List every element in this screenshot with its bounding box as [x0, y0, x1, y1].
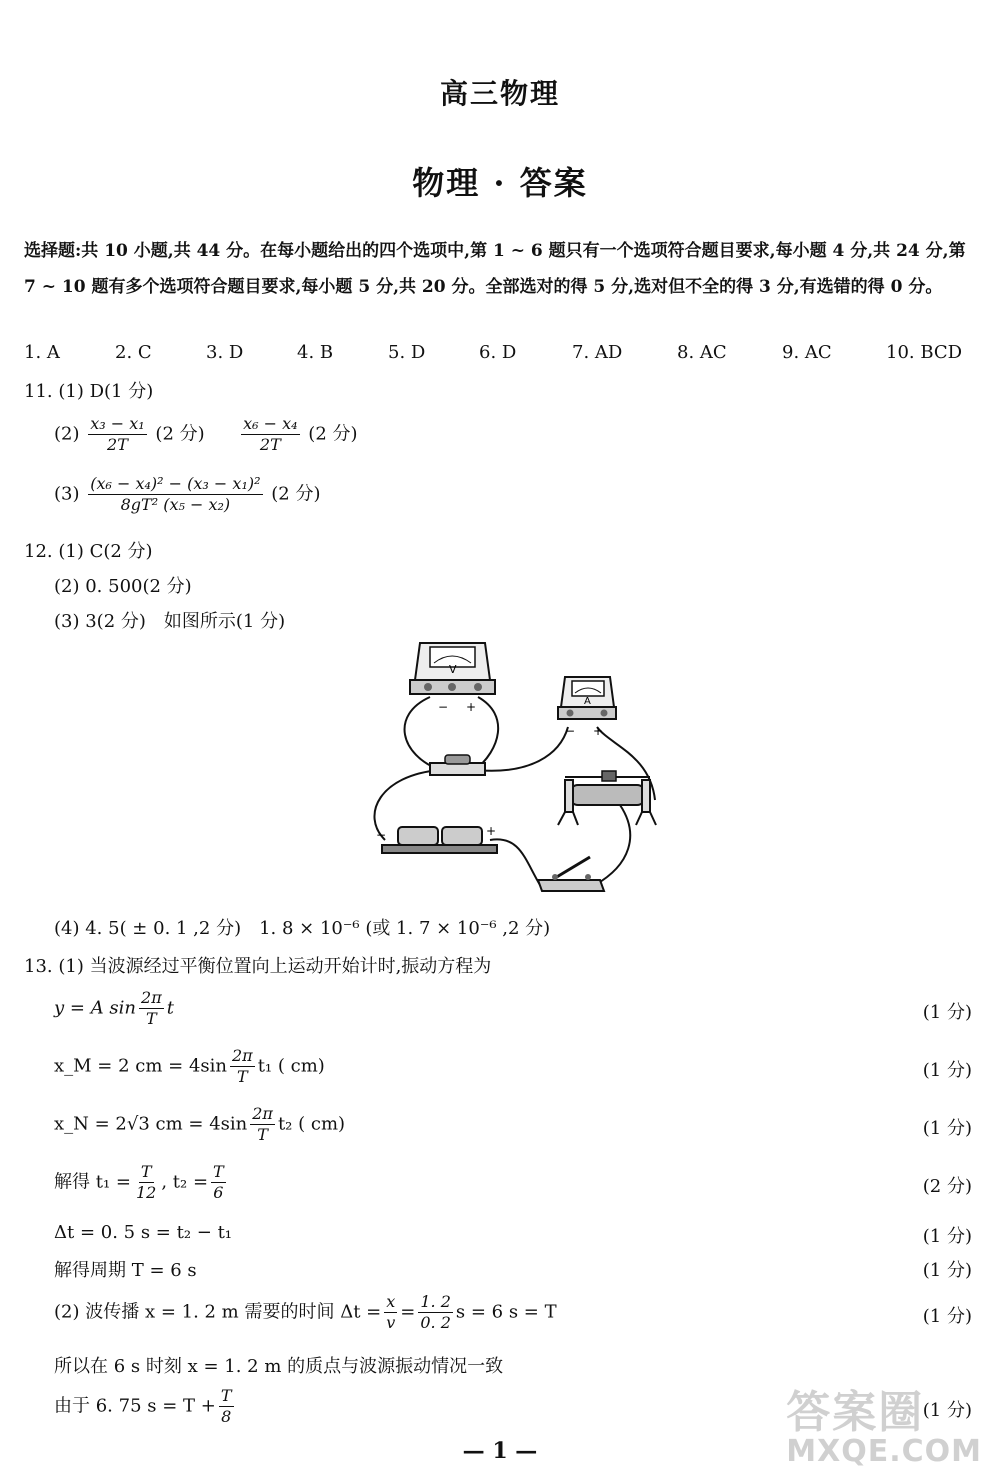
q13-score-3: (1 分): [922, 1118, 972, 1139]
q13-score-1: (1 分): [922, 1002, 972, 1023]
battery-plus: +: [486, 824, 497, 838]
q13-equation-9: [54, 1386, 237, 1427]
q13-score-4: (2 分): [922, 1176, 972, 1197]
fraction-numerator: T: [140, 1162, 152, 1181]
fraction-denominator: 8gT² (x₅ − x₂): [120, 495, 231, 514]
equation-text: 解得 t₁ =: [54, 1171, 131, 1193]
q13-score-6: (1 分): [922, 1260, 972, 1281]
q13-score-9: (1 分): [922, 1400, 972, 1421]
fraction-denominator: v: [386, 1313, 396, 1332]
q13-equation-7: [54, 1292, 557, 1333]
equation-text: =: [400, 1301, 416, 1323]
choice-section-instructions: 选择题:共 10 小题,共 44 分。在每小题给出的四个选项中,第 1 ~ 6 题只有一个选项符合题目要求,每小题 4 分,共 24 分,第 7 ~ 10 题有多个选项符合题目要求,每小题 5 分,共 20 分。全部选对的得 5 分,选对但不全的得 3 分,有选错的得 0 分。: [24, 241, 966, 297]
subject-heading: 高三物理: [439, 77, 560, 110]
equation-fraction: [211, 1162, 226, 1203]
equation-fraction: [418, 1292, 453, 1333]
ammeter-plus: +: [593, 724, 604, 738]
choice-answer-6: 6. D: [479, 342, 517, 363]
resistor-wire: [430, 755, 485, 775]
ammeter: [558, 677, 616, 738]
equation-fraction: [230, 1046, 255, 1087]
answer-title: 物理 · 答案: [412, 164, 588, 202]
equation-fraction: [134, 1162, 158, 1203]
ammeter-label: A: [584, 696, 591, 707]
watermark-url: MXQE.COM: [786, 1434, 982, 1469]
equation-text: , t₂ =: [161, 1171, 209, 1193]
q11-part2: [54, 414, 358, 455]
fraction-denominator: 6: [213, 1183, 224, 1202]
fraction-denominator: 12: [135, 1183, 157, 1202]
voltmeter: [410, 643, 495, 714]
fraction-denominator: 0. 2: [420, 1313, 451, 1332]
wire-voltmeter-left: [405, 697, 440, 770]
switch: [538, 857, 604, 891]
q13-equation-4: [54, 1162, 229, 1203]
ammeter-minus: −: [565, 724, 576, 738]
fraction-numerator: T: [220, 1386, 232, 1405]
fraction-denominator: 2T: [107, 435, 128, 454]
q13-equation-1: [54, 988, 174, 1029]
q13-score-7: (1 分): [922, 1306, 972, 1327]
fraction-numerator: (x₆ − x₄)² − (x₃ − x₁)²: [90, 474, 261, 493]
choice-answer-2: 2. C: [115, 342, 152, 363]
q11-part3-label: (3): [54, 483, 80, 505]
q13-equation-5: Δt = 0. 5 s = t₂ − t₁: [54, 1222, 233, 1243]
q13-intro: 13. (1) 当波源经过平衡位置向上运动开始计时,振动方程为: [24, 956, 492, 977]
equation-fraction: [384, 1292, 397, 1333]
page-number: — 1 —: [462, 1438, 538, 1464]
choice-answer-9: 9. AC: [782, 342, 832, 363]
equation-text: (2) 波传播 x = 1. 2 m 需要的时间 Δt =: [54, 1301, 382, 1323]
watermark-logo-text: 答案圈: [786, 1387, 925, 1438]
q13-equation-8: 所以在 6 s 时刻 x = 1. 2 m 的质点与波源振动情况一致: [54, 1356, 504, 1377]
fraction-numerator: 2π: [252, 1104, 273, 1123]
q13-equation-3: [54, 1104, 345, 1145]
equation-text: t₁ ( cm): [257, 1055, 325, 1077]
fraction-numerator: 2π: [141, 988, 162, 1007]
battery-box: [376, 824, 497, 853]
choice-answer-3: 3. D: [206, 342, 244, 363]
fraction-denominator: 2T: [259, 435, 281, 454]
fraction-numerator: 2π: [232, 1046, 253, 1065]
equation-text: t: [166, 997, 174, 1019]
q11-part2-label: (2): [54, 423, 80, 445]
voltmeter-plus: +: [466, 700, 477, 714]
fraction-numerator: x₆ − x₄: [243, 414, 298, 433]
equation-text: x_N = 2√3 cm = 4sin: [54, 1113, 248, 1135]
wire-switch-to-rheostat: [595, 805, 630, 885]
q12-part1: 12. (1) C(2 分): [24, 541, 153, 562]
q11-part3: [54, 474, 320, 515]
equation-fraction: [139, 988, 164, 1029]
q13-score-5: (1 分): [922, 1226, 972, 1247]
q11-part2-fraction-1: [88, 414, 146, 455]
choice-answer-10: 10. BCD: [886, 342, 963, 363]
fraction-numerator: T: [213, 1162, 224, 1181]
voltmeter-label: V: [449, 663, 457, 676]
choice-answer-4: 4. B: [297, 342, 334, 363]
choice-answer-7: 7. AD: [572, 342, 623, 363]
rheostat: [558, 771, 656, 825]
fraction-numerator: x₃ − x₁: [90, 414, 145, 433]
choice-answer-8: 8. AC: [677, 342, 727, 363]
equation-fraction: [219, 1386, 234, 1427]
q11-part3-fraction: [88, 474, 262, 515]
equation-text: y = A sin: [54, 997, 137, 1019]
fraction-numerator: 1. 2: [420, 1292, 451, 1311]
q11-part2-score-1: (2 分): [155, 423, 205, 445]
q13-equation-2: [54, 1046, 325, 1087]
battery-minus: −: [376, 828, 387, 842]
equation-fraction: [250, 1104, 275, 1145]
q12-part2: (2) 0. 500(2 分): [54, 576, 192, 597]
wire-voltmeter-right: [475, 697, 498, 770]
fraction-denominator: T: [237, 1067, 248, 1086]
fraction-denominator: 8: [221, 1407, 232, 1426]
q11-part2-score-2: (2 分): [308, 423, 358, 445]
site-watermark: [786, 1376, 982, 1469]
q11-part2-fraction-2: [241, 414, 299, 455]
fraction-denominator: T: [146, 1009, 157, 1028]
equation-text: 由于 6. 75 s = T +: [54, 1395, 216, 1417]
fraction-denominator: T: [257, 1125, 268, 1144]
q13-equation-6: 解得周期 T = 6 s: [54, 1260, 197, 1281]
q12-part3: (3) 3(2 分) 如图所示(1 分): [54, 611, 286, 632]
q11-part3-score: (2 分): [271, 483, 321, 505]
q11-part1: 11. (1) D(1 分): [24, 381, 154, 402]
wire-to-ammeter-minus: [475, 727, 568, 771]
equation-text: t₂ ( cm): [277, 1113, 346, 1135]
choice-answer-1: 1. A: [24, 342, 60, 363]
q13-score-2: (1 分): [922, 1060, 972, 1081]
choice-answer-5: 5. D: [388, 342, 426, 363]
circuit-diagram: [360, 635, 670, 905]
fraction-numerator: x: [386, 1292, 396, 1311]
q12-part4: (4) 4. 5( ± 0. 1 ,2 分) 1. 8 × 10⁻⁶ (或 1. 7 × 10⁻⁶ ,2 分): [54, 918, 551, 939]
equation-text: x_M = 2 cm = 4sin: [54, 1055, 227, 1077]
equation-text: s = 6 s = T: [455, 1301, 557, 1323]
voltmeter-minus: −: [438, 700, 449, 714]
